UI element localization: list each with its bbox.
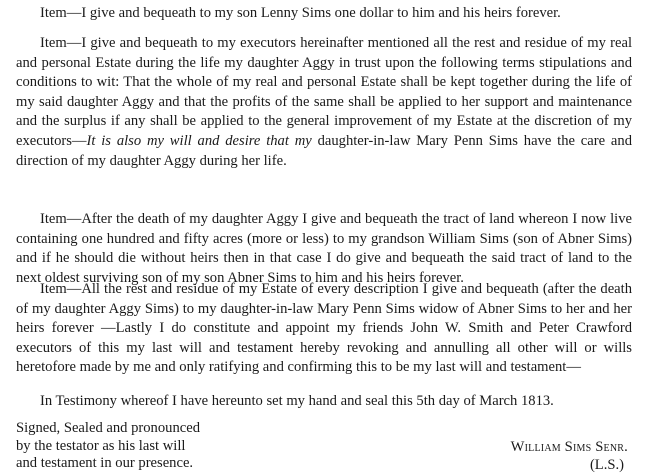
- bequest-land-text: Item—After the death of my daughter Aggy I give and bequeath the tract of land whereon I now live containing one hundred and fifty acres (more or less) to my grandson William Sims (son of Abner Sims) and if he should die without heirs then in that case I do give and bequeath the said tract of land to the next oldest surviving son of my son Abner Sims to him and his heirs forever.: [16, 211, 632, 286]
- attestation-block: [16, 420, 276, 473]
- bequest-paragraph-land: [16, 210, 632, 288]
- bequest-paragraph-trust: [16, 34, 632, 171]
- attestation-line: by the testator as his last will: [16, 437, 186, 454]
- bequest-paragraph-son: [16, 4, 632, 24]
- testator-name: William Sims Senr.: [510, 439, 628, 455]
- testimony-text: In Testimony whereof I have hereunto set my hand and seal this 5th day of March 1813.: [40, 393, 554, 409]
- bequest-residue-text: Item—All the rest and residue of my Estate of every description I give and bequeath (after the death of my daughter Aggy Sims) to my daughter-in-law Mary Penn Sims widow of Abner Sims to her and her heirs forever —Lastly I do constitute and appoint my friends John W. Smith and Peter Crawford executors of this my last will and testament hereby revoking and annulling all other will or wills heretofore made by me and only ratifying and confirming this to be my last will and testament—: [16, 281, 632, 376]
- bequest-trust-tail-text: daughter-in-law Mary Penn Sims have the care and direction of my daughter Aggy during her life.: [16, 132, 632, 169]
- bequest-trust-text: Item—I give and bequeath to my executors hereinafter mentioned all the rest and residue of my real and personal Estate during the life my daughter Aggy in trust upon the following terms stipulations and conditions to wit: That the whole of my real and personal Estate shall be kept together during the life of my said daughter Aggy and that the profits of the same shall be applied to her support and maintenance and the surplus if any shall be applied to the general improvement of my Estate at the discretion of my executors—: [16, 35, 632, 149]
- attestation-line: and testament in our presence.: [16, 455, 194, 471]
- attestation-line: Signed, Sealed and pronounced: [16, 420, 200, 436]
- seal-mark: (L.S.): [589, 457, 624, 473]
- bequest-trust-italic-text: It is also my will and desire that my: [86, 132, 312, 149]
- signature-block: [511, 438, 628, 474]
- testimony-paragraph: [16, 392, 632, 412]
- bequest-son-text: Item—I give and bequeath to my son Lenny Sims one dollar to him and his heirs forever.: [40, 5, 561, 21]
- bequest-paragraph-residue: [16, 280, 632, 378]
